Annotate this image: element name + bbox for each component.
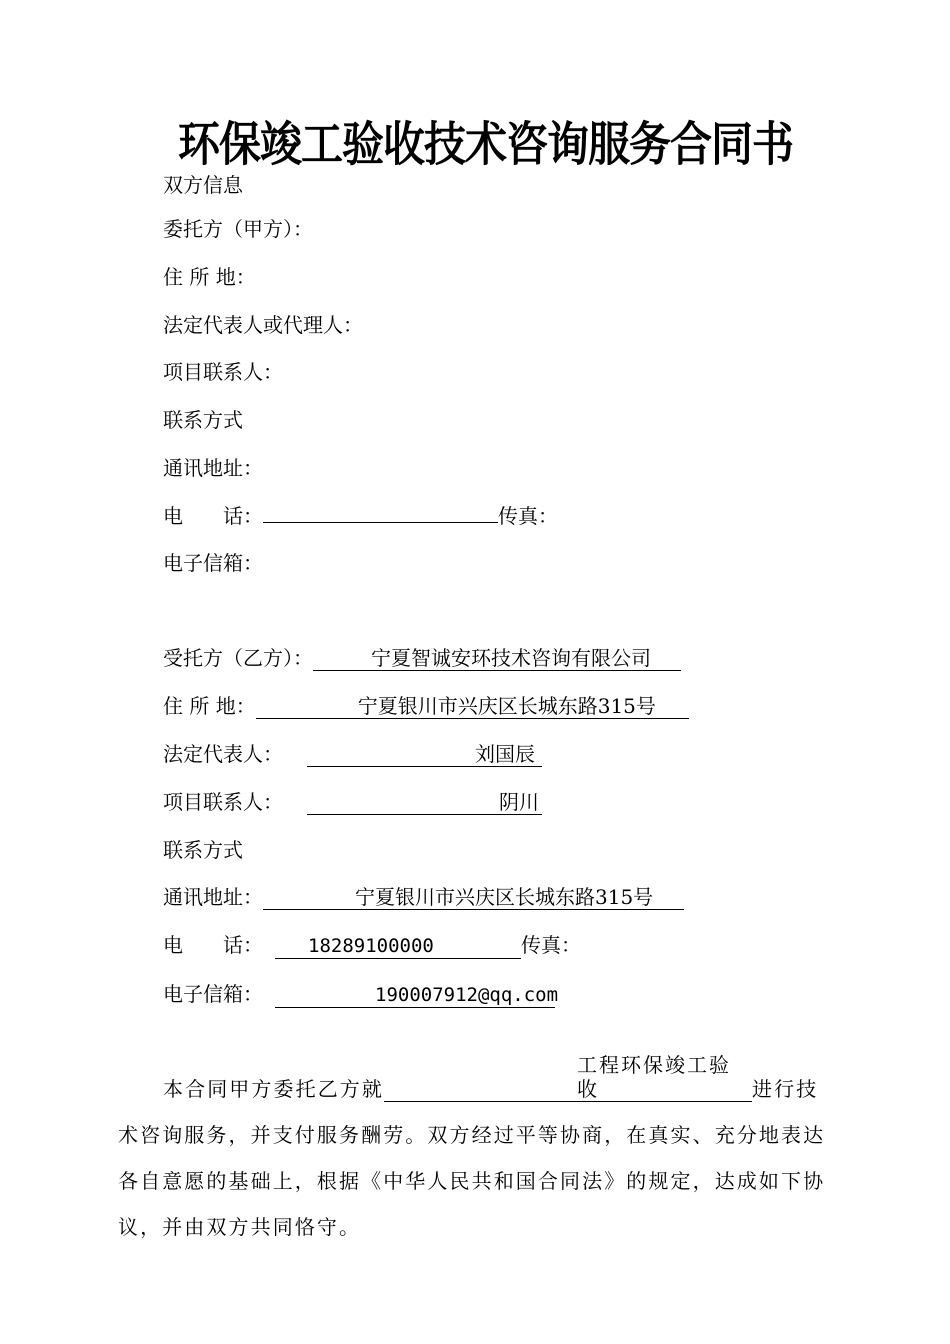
party-a-email-label: 电子信箱： — [163, 551, 263, 575]
party-b-email-value: 190007912@qq.com — [375, 984, 559, 1006]
party-b-phone-row — [163, 932, 581, 959]
party-b-phone-field — [275, 934, 521, 959]
party-b-mail-address-value: 宁夏银川市兴庆区长城东路315号 — [355, 885, 654, 909]
party-a-client-label: 委托方（甲方）： — [163, 217, 313, 241]
party-b-trustee-value: 宁夏智诚安环技术咨询有限公司 — [371, 646, 651, 670]
agreement-project-field — [384, 1053, 752, 1102]
party-b-address-row — [163, 693, 689, 719]
party-b-mail-address-row — [163, 884, 684, 910]
party-b-contact-person-label: 项目联系人： — [163, 790, 283, 814]
party-b-mail-address-field — [263, 885, 684, 910]
party-b-email-field — [275, 983, 559, 1008]
document-title: 环保竣工验收技术咨询服务合同书 — [178, 116, 794, 172]
party-b-email-label: 电子信箱： — [163, 982, 263, 1006]
party-a-phone-blank — [263, 522, 498, 523]
party-b-legal-rep-label: 法定代表人： — [163, 742, 283, 766]
party-b-contact-method-label: 联系方式 — [163, 838, 243, 862]
party-a-contact-person-label: 项目联系人： — [163, 360, 283, 384]
party-b-legal-rep-value: 刘国辰 — [475, 742, 535, 766]
party-b-email-row — [163, 981, 559, 1008]
section-heading: 双方信息 — [163, 173, 243, 197]
party-a-contact-method-label: 联系方式 — [163, 408, 243, 432]
party-b-fax-label: 传真： — [521, 933, 581, 957]
party-b-trustee-row — [163, 645, 681, 671]
party-b-trustee-field — [313, 646, 681, 671]
agreement-project-value: 工程环保竣工验收 — [577, 1053, 731, 1101]
party-a-mail-address-label: 通讯地址： — [163, 456, 263, 480]
party-b-contact-person-field — [307, 790, 542, 815]
party-b-address-field — [256, 694, 689, 719]
party-b-legal-rep-field — [307, 742, 542, 767]
party-b-contact-person-value: 阴川 — [499, 790, 539, 814]
party-b-address-value: 宁夏银川市兴庆区长城东路315号 — [357, 694, 656, 718]
party-a-phone-label: 电 话： — [163, 504, 263, 528]
party-b-phone-label: 电 话： — [163, 933, 263, 957]
party-b-contact-person-row — [163, 789, 542, 815]
agreement-part1: 本合同甲方委托乙方就 — [163, 1077, 384, 1101]
party-a-address-label: 住 所 地： — [163, 265, 256, 289]
agreement-paragraph — [118, 1053, 838, 1250]
party-b-phone-value: 18289100000 — [308, 935, 434, 957]
party-b-legal-rep-row — [163, 741, 542, 767]
party-b-mail-address-label: 通讯地址： — [163, 885, 263, 909]
party-a-legal-rep-label: 法定代表人或代理人： — [163, 313, 363, 337]
party-a-fax-label: 传真： — [498, 504, 558, 528]
party-b-address-label: 住 所 地： — [163, 694, 256, 718]
party-b-trustee-label: 受托方（乙方）： — [163, 646, 313, 670]
party-a-phone-row — [163, 503, 558, 529]
agreement-part2: 进行技术咨询服务，并支付服务酬劳。双方经过平等协商，在真实、充分地表达各自意愿的基础上，根据《中华人民共和国合同法》的规定，达成如下协议，并由双方共同恪守。 — [118, 1077, 826, 1239]
